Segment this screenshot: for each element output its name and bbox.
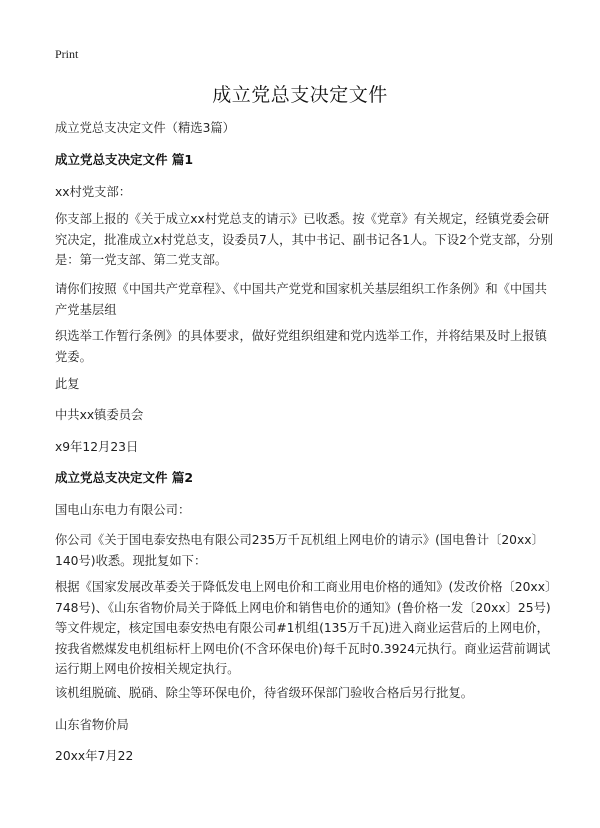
print-label: Print [55, 47, 79, 61]
section2-paragraph-2: 根据《国家发展改革委关于降低发电上网电价和工商业用电价格的通知》(发改价格〔20xx〕748号)、《山东省物价局关于降低上网电价和销售电价的通知》(鲁价格一发〔20xx〕25号)等文件规定，核定国电泰安热电有限公司#1机组(135万千瓦)进入商业运营后的上网电价，按我省燃煤发电机组标杆上网电价(不含环保电价)每千瓦时0.3924元执行。商业运营前调试运行期上网电价按相关规定执行。 [55, 580, 552, 676]
section2-salutation: 国电山东电力有限公司： [55, 503, 191, 517]
section1-reply: 此复 [55, 377, 80, 391]
section1-signer: 中共xx镇委员会 [55, 408, 144, 422]
section2-date: 20xx年7月22 [55, 749, 134, 763]
section1-paragraph-1: 你支部上报的《关于成立xx村党总支的请示》已收悉。按《党章》有关规定，经镇党委会研究决定，批准成立x村党总支，设委员7人，其中书记、副书记各1人。下设2个党支部，分别是：第一党支部、第二党支部。 [55, 212, 554, 267]
section1-heading: 成立党总支决定文件 篇1 [55, 152, 194, 167]
section1-salutation: xx村党支部： [55, 185, 132, 199]
section1-paragraph-3: 织选举工作暂行条例》的具体要求，做好党组织组建和党内选举工作，并将结果及时上报镇党委。 [55, 329, 547, 364]
section2-signer: 山东省物价局 [55, 718, 129, 732]
section1-paragraph-2: 请你们按照《中国共产党章程》、《中国共产党党和国家机关基层组织工作条例》和《中国共产党基层组 [55, 282, 547, 317]
section1-date: x9年12月23日 [55, 440, 139, 454]
section2-paragraph-1: 你公司《关于国电泰安热电有限公司235万千瓦机组上网电价的请示》(国电鲁计〔20xx〕140号)收悉。现批复如下： [55, 533, 544, 568]
section2-heading: 成立党总支决定文件 篇2 [55, 470, 194, 485]
intro-line: 成立党总支决定文件（精选3篇） [55, 121, 235, 135]
section2-paragraph-3: 该机组脱硫、脱硝、除尘等环保电价，待省级环保部门验收合格后另行批复。 [55, 686, 474, 700]
document-title: 成立党总支决定文件 [212, 84, 388, 106]
